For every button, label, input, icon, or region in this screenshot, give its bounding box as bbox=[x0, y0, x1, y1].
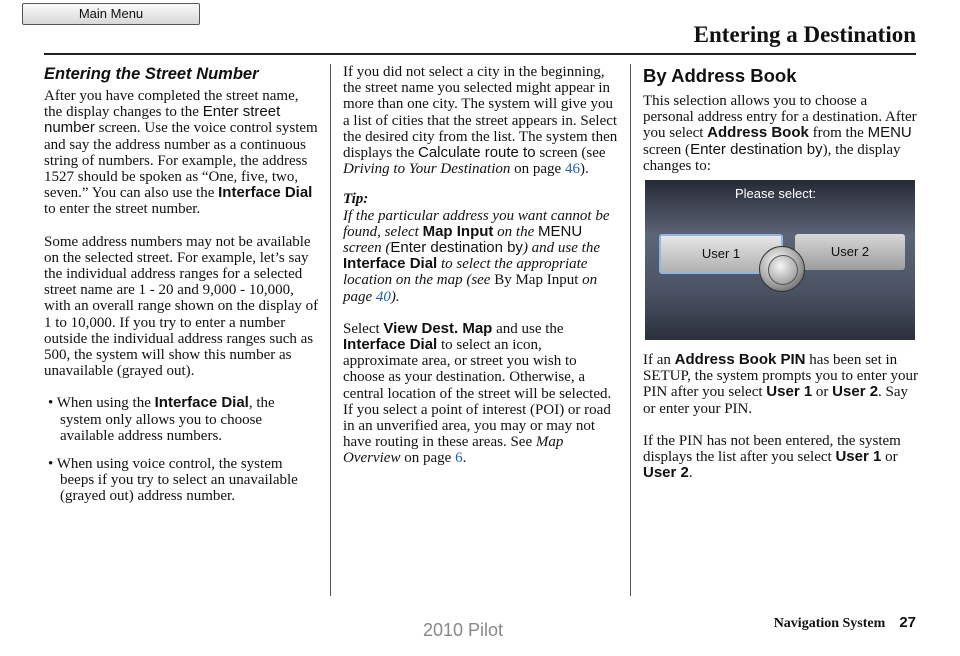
footer-label: Navigation System bbox=[773, 616, 886, 631]
bullet-item: • When using the Interface Dial, the system only allows you to choose available address numbers. bbox=[48, 394, 275, 444]
paragraph: If an Address Book PIN has been set in SETUP, the system prompts you to enter your PIN after you select User 1 or User 2. Say or enter your PIN. bbox=[643, 351, 918, 417]
tip-label: Tip: bbox=[343, 191, 369, 208]
page-link[interactable]: 6 bbox=[455, 450, 463, 467]
nav-screen-image bbox=[645, 180, 915, 340]
paragraph: If you did not select a city in the beginning, the street name you selected might appear in more than one city. The system will give you a list of cities that the street appears in. Select the desired city from the list. The system then displays the Calculate route to screen (see Driving to Your Destination on page 46). bbox=[343, 64, 618, 178]
page-title: Entering a Destination bbox=[693, 22, 916, 47]
bullet-item: • When using voice control, the system beeps if you try to select an unavailable (grayed out) address number. bbox=[48, 456, 298, 505]
paragraph: Select View Dest. Map and use the Interface Dial to select an icon, approximate area, or street you wish to choose as your destination. Otherwise, a central location of the street will be selected. If you select a point of interest (POI) or road in an unverified area, you may or may not have routing in these areas. See Map Overview on page 6. bbox=[343, 319, 612, 467]
interface-dial-icon bbox=[759, 246, 805, 292]
screen-title: Please select: bbox=[735, 186, 816, 202]
tip-text: If the particular address you want cannot be found, select Map Input on the MENU screen (Enter destination by) and use the Interface Dial to select the appropriate location on the map (see By Map Input on page 40). bbox=[343, 207, 610, 305]
column-3 bbox=[643, 64, 918, 497]
page-number: 27 bbox=[899, 614, 916, 631]
watermark: 2010 Pilot bbox=[423, 620, 504, 640]
column-divider bbox=[330, 64, 331, 596]
paragraph: Some address numbers may not be available on the selected street. For example, let’s say the individual address ranges for a selected street name are 1 - 20 and 9,000 - 10,000, with an overall range shown on the display of 1 to 10,000. If you try to enter a number outside the individual address ranges such as 500, the system will show this number as unavailable (grayed out). bbox=[44, 233, 319, 380]
page-footer bbox=[774, 614, 916, 632]
user-2-button: User 2 bbox=[795, 234, 905, 270]
page-link[interactable]: 46 bbox=[564, 161, 580, 178]
dial-knob bbox=[768, 255, 798, 285]
section-heading: By Address Book bbox=[643, 65, 797, 86]
column-2 bbox=[343, 64, 618, 483]
section-heading: Entering the Street Number bbox=[44, 65, 259, 83]
column-divider bbox=[630, 64, 631, 596]
paragraph: If the PIN has not been entered, the system displays the list after you select User 1 or User 2. bbox=[643, 432, 901, 482]
header-rule bbox=[44, 53, 916, 55]
paragraph: This selection allows you to choose a personal address entry for a destination. After you select Address Book from the MENU screen (Enter destination by), the display changes to: bbox=[643, 93, 917, 174]
paragraph: After you have completed the street name, the display changes to the Enter street number screen. Use the voice control system and say the address number as a continuous string of numbers. For example, the address 1527 should be spoken as “One, five, two, seven.” You can also use the Interface Dial to enter the street number. bbox=[44, 88, 318, 218]
user-1-button: User 1 bbox=[659, 234, 783, 274]
column-1 bbox=[44, 64, 319, 517]
main-menu-button[interactable]: Main Menu bbox=[22, 3, 200, 25]
page-link[interactable]: 40 bbox=[375, 288, 391, 305]
